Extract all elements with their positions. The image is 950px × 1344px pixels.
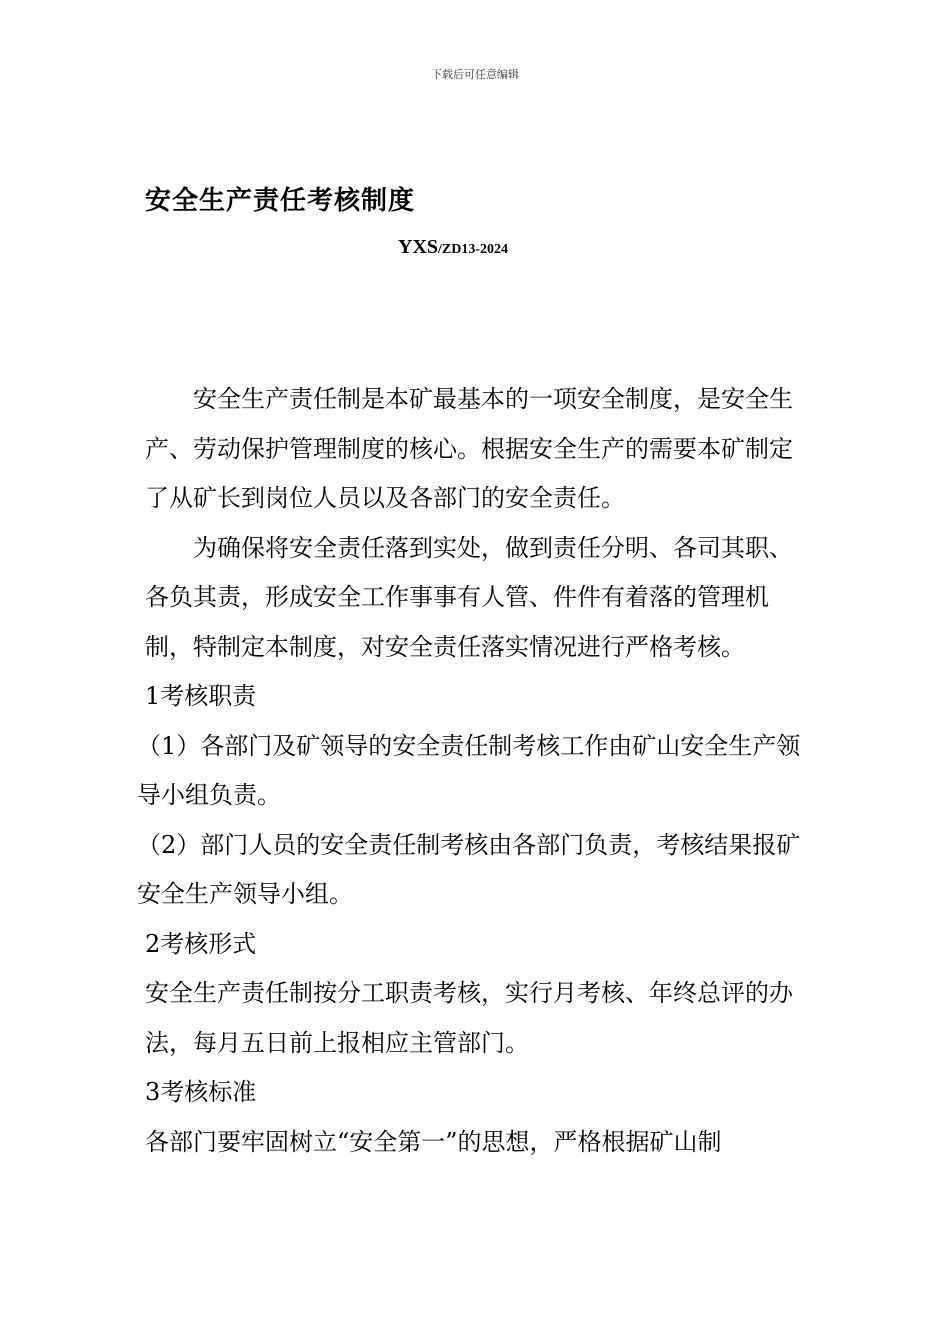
document-title: 安全生产责任考核制度	[145, 186, 416, 216]
section-standards-text: 各部门要牢固树立“安全第一”的思想，严格根据矿山制	[145, 1127, 722, 1156]
section-heading-form: 2考核形式	[145, 929, 257, 958]
document-body	[137, 375, 807, 1167]
document-code	[398, 236, 508, 259]
section-heading-standards: 3考核标准	[145, 1078, 257, 1106]
responsibility-item-2: （2）部门人员的安全责任制考核由各部门负责，考核结果报矿安全生产领导小组。	[137, 830, 801, 908]
intro-paragraph-1: 安全生产责任制是本矿最基本的一项安全制度，是安全生产、劳动保护管理制度的核心。根据安全生产的需要本矿制定了从矿长到岗位人员以及各部门的安全责任。	[145, 385, 793, 512]
intro-paragraph-2: 为确保将安全责任落到实处，做到责任分明、各司其职、各负其责，形成安全工作事事有人管、件件有着落的管理机制，特制定本制度，对安全责任落实情况进行严格考核。	[145, 533, 793, 661]
header-note: 下载后可任意编辑	[431, 68, 519, 81]
section-form-text: 安全生产责任制按分工职责考核，实行月考核、年终总评的办法，每月五日前上报相应主管部门。	[145, 979, 793, 1057]
document-code-prefix: YXS	[398, 236, 439, 258]
section-heading-responsibilities: 1考核职责	[145, 682, 257, 710]
responsibility-item-1: （1）各部门及矿领导的安全责任制考核工作由矿山安全生产领导小组负责。	[137, 731, 801, 809]
document-code-number: /ZD13-2024	[438, 242, 509, 257]
